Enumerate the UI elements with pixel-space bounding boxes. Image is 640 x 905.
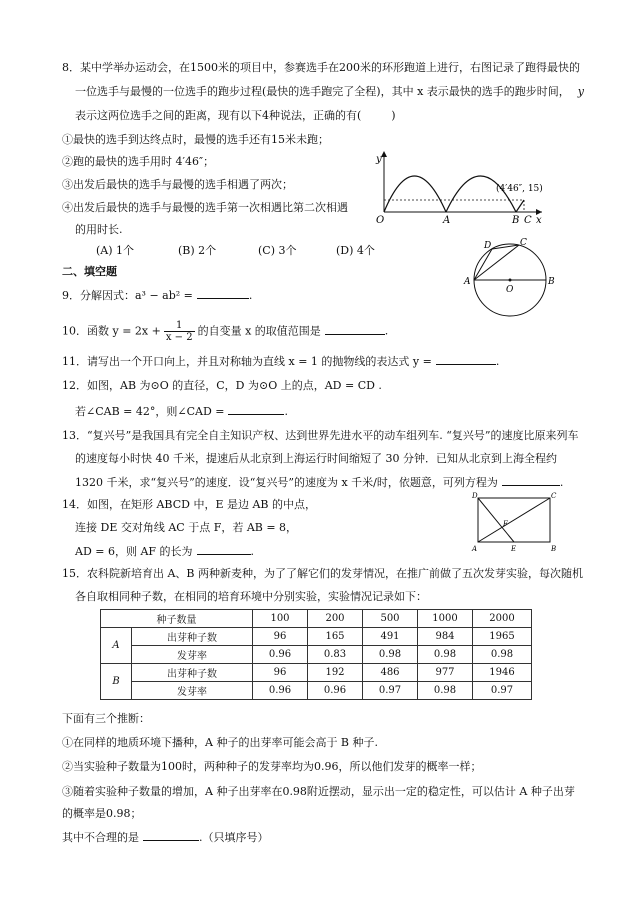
q15-inference-3: ③随着实验种子数量的增加，A 种子出芽率在0.98附近摆动，显示出一定的稳定性，可以估计 A 种子出芽 — [62, 785, 575, 798]
q8-line2-var: y — [577, 85, 584, 98]
q12-end: . — [284, 405, 288, 418]
table-cell: 1965 — [473, 628, 532, 646]
q8-distance-graph — [370, 148, 550, 224]
label-b: B — [548, 277, 555, 287]
label-d: D — [472, 492, 478, 500]
table-cell: 192 — [308, 664, 363, 682]
table-cell: 96 — [253, 664, 308, 682]
point-a-label: A — [443, 215, 451, 224]
header-cell: 2000 — [473, 610, 532, 628]
q14-line2: 连接 DE 交对角线 AC 于点 F，若 AB = 8， — [75, 521, 298, 534]
table-cell: 0.98 — [473, 646, 532, 664]
q11-end: . — [495, 355, 500, 368]
q8-option-d: (D) 4个 — [336, 244, 375, 257]
germination-table — [100, 609, 532, 700]
q10-denominator: x − 2 — [165, 332, 193, 343]
q15-answer-line — [62, 829, 269, 845]
q12-circle-figure — [456, 236, 560, 324]
q9-answer-blank — [197, 287, 249, 299]
label-f: F — [503, 520, 508, 528]
q12-line2-text: 若∠CAB = 42°，则∠CAD = — [75, 405, 225, 418]
table-cell: 977 — [418, 664, 473, 682]
chord-ad — [474, 249, 492, 280]
q11-text: 11．请写出一个开口向上，并且对称轴为直线 x = 1 的抛物线的表达式 y = — [62, 355, 432, 368]
table-cell: 0.96 — [308, 682, 363, 700]
center-dot — [509, 279, 512, 282]
q15-inference-2: ②当实验种子数量为100时，两种种子的发芽率均为0.96，所以他们发芽的概率一样； — [62, 760, 482, 773]
table-cell: 1946 — [473, 664, 532, 682]
q10-end: . — [384, 324, 389, 338]
q15-inference-intro: 下面有三个推断： — [62, 712, 150, 725]
header-cell: 100 — [253, 610, 308, 628]
y-axis-label: y — [376, 154, 382, 165]
table-header-row — [101, 610, 532, 628]
q13-answer-blank — [502, 474, 560, 486]
label-d: D — [484, 241, 492, 251]
q8-option-b: (B) 2个 — [178, 244, 217, 257]
q12-answer-blank — [228, 403, 284, 415]
q8-statement-4b: 的用时长. — [75, 223, 123, 236]
header-cell: 1000 — [418, 610, 473, 628]
q8-option-a: (A) 1个 — [96, 244, 135, 257]
row-label: 出芽种子数 — [132, 628, 253, 646]
q13-line2: 的速度每小时快 40 千米，提速后从北京到上海运行时间缩短了 30 分钟．已知从北京到上海全程约 — [75, 452, 557, 465]
q8-statement-4: ④出发后最快的选手与最慢的选手第一次相遇比第二次相遇 — [62, 201, 348, 214]
section-heading: 二、填空题 — [62, 265, 117, 278]
label-o: O — [506, 285, 514, 295]
q14-end: . — [250, 545, 255, 558]
q9-end: . — [248, 289, 253, 302]
q8-statement-1: ①最快的选手到达终点时，最慢的选手还有15米未跑； — [62, 133, 329, 146]
table-cell: 486 — [363, 664, 418, 682]
y-axis-arrow — [381, 151, 387, 157]
q8-option-c: (C) 3个 — [258, 244, 297, 257]
label-a: A — [472, 545, 478, 553]
row-label: 出芽种子数 — [132, 664, 253, 682]
x-axis-label: x — [536, 215, 542, 224]
q8-statement-2: ②跑的最快的选手用时 4′46″； — [62, 155, 215, 168]
table-cell: 0.96 — [253, 682, 308, 700]
q15-last-text: 其中不合理的是 — [62, 831, 139, 844]
table-cell: 165 — [308, 628, 363, 646]
q13-line1: 13．“复兴号”是我国具有完全自主知识产权、达到世界先进水平的动车组列车. “复兴号”的速度比原来列车 — [62, 429, 579, 442]
q13-line3-text: 1320 千米，求“复兴号”的速度．设“复兴号”的速度为 x 千米/时，依题意，可列方程为 — [75, 476, 498, 489]
chord-ac — [474, 245, 519, 280]
label-c: C — [551, 492, 557, 500]
table-row — [101, 628, 532, 646]
table-cell: 0.97 — [473, 682, 532, 700]
q15-inference-1: ①在同样的地质环境下播种，A 种子的出芽率可能会高于 B 种子. — [62, 736, 379, 749]
q10-numerator: 1 — [164, 320, 195, 332]
row-label: 发芽率 — [132, 646, 253, 664]
table-row — [101, 664, 532, 682]
q10 — [62, 320, 388, 343]
q13-end: . — [559, 476, 564, 489]
curve-end — [516, 200, 524, 212]
q11-answer-blank — [436, 353, 496, 365]
q15-answer-blank — [143, 829, 199, 841]
q11 — [62, 353, 499, 369]
table-cell: 0.83 — [308, 646, 363, 664]
curve-arc-1 — [384, 176, 446, 212]
header-cell: 500 — [363, 610, 418, 628]
q15-line1: 15．农科院新培育出 A、B 两种新麦种，为了了解它们的发芽情况，在推广前做了五次发芽实验，每次随机 — [62, 567, 584, 580]
point-c-label: C — [524, 215, 532, 224]
q8-statement-3: ③出发后最快的选手与最慢的选手相遇了两次； — [62, 178, 293, 191]
group-label-a: A — [101, 628, 132, 664]
table-row — [101, 682, 532, 700]
q15-inference-3b: 的概率是0.98； — [62, 807, 142, 820]
q15-line2: 各自取相同种子数，在相同的培育环境中分别实验，实验情况记录如下： — [75, 590, 427, 603]
diagonal-ac — [478, 498, 550, 542]
q10-answer-blank — [325, 323, 385, 335]
label-e: E — [511, 545, 517, 553]
q14-answer-blank — [197, 543, 251, 555]
q14-line3 — [75, 543, 254, 559]
table-cell: 96 — [253, 628, 308, 646]
header-label: 种子数量 — [101, 610, 253, 628]
table-cell: 0.98 — [363, 646, 418, 664]
q8-line3-text: 表示这两位选手之间的距离，现有以下4种说法，正确的有( — [75, 109, 362, 122]
origin-label: O — [376, 215, 385, 224]
label-b: B — [551, 545, 557, 553]
q8-line3 — [75, 108, 396, 123]
endpoint-coordinate-label: (4′46″, 15) — [496, 184, 543, 194]
q15-last-end: .（只填序号） — [199, 831, 269, 844]
table-cell: 491 — [363, 628, 418, 646]
q8-line3-end: ) — [391, 109, 396, 122]
point-b-label: B — [512, 215, 520, 224]
table-cell: 0.97 — [363, 682, 418, 700]
q12-line1: 12．如图，AB 为⊙O 的直径，C，D 为⊙O 上的点，AD = CD . — [62, 379, 382, 392]
q14-rectangle-figure — [470, 490, 560, 554]
q9-text: 9．分解因式：a³ − ab² = — [62, 289, 193, 302]
q10-pre: 10．函数 y = 2x + — [62, 324, 161, 338]
q9 — [62, 287, 252, 303]
q14-line1: 14．如图，在矩形 ABCD 中，E 是边 AB 的中点， — [62, 498, 317, 511]
table-cell: 0.96 — [253, 646, 308, 664]
table-cell: 984 — [418, 628, 473, 646]
label-c: C — [520, 238, 527, 248]
segment-de — [478, 498, 514, 542]
q8-line2 — [75, 84, 584, 99]
q13-line3 — [75, 474, 563, 490]
table-row — [101, 646, 532, 664]
label-a: A — [464, 277, 471, 287]
row-label: 发芽率 — [132, 682, 253, 700]
q10-fraction — [164, 320, 195, 343]
q8-line1: 8．某中学举办运动会，在1500米的项目中，参赛选手在200米的环形跑道上进行，右图记录了跑得最快的 — [62, 61, 580, 74]
table-cell: 0.98 — [418, 646, 473, 664]
q14-line3-text: AD = 6，则 AF 的长为 — [75, 545, 193, 558]
group-label-b: B — [101, 664, 132, 700]
q10-post: 的自变量 x 的取值范围是 — [197, 324, 321, 338]
table-cell: 0.98 — [418, 682, 473, 700]
q12-line2 — [75, 403, 288, 419]
header-cell: 200 — [308, 610, 363, 628]
curve-arc-2 — [446, 176, 516, 212]
q8-line2-text: 一位选手与最慢的一位选手的跑步过程(最快的选手跑完了全程)，其中 x 表示最快的选手的跑步时间， — [75, 85, 570, 98]
